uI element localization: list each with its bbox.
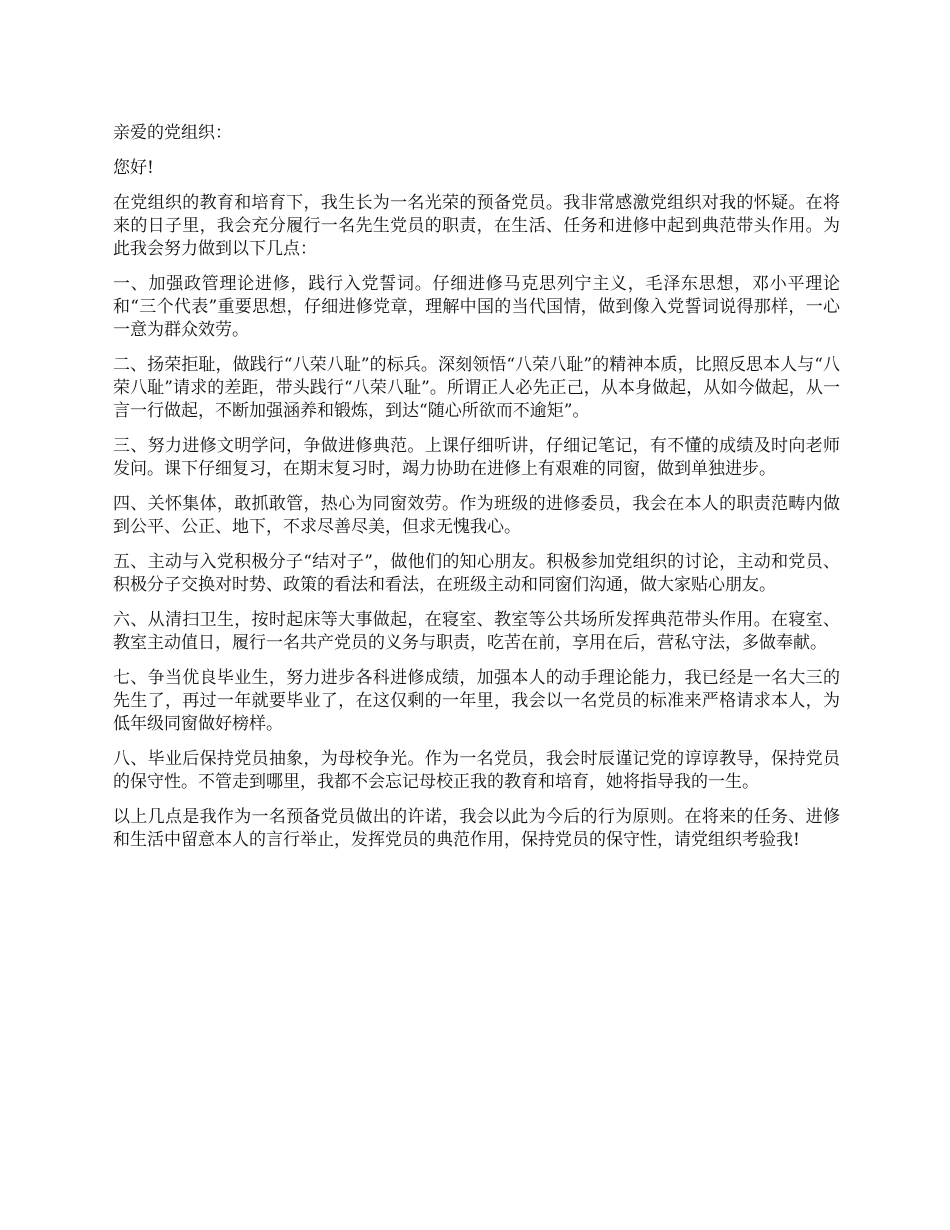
closing-paragraph: 以上几点是我作为一名预备党员做出的许诺，我会以此为今后的行为原则。在将来的任务、进修和生活中留意本人的言行举止，发挥党员的典范作用，保持党员的保守性，请党组织考验我!	[113, 807, 840, 850]
point-3-paragraph: 三、努力进修文明学问，争做进修典范。上课仔细听讲，仔细记笔记，有不懂的成绩及时向老师发问。课下仔细复习，在期末复习时，竭力协助在进修上有艰难的同窗，做到单独进步。	[113, 436, 840, 479]
letter-body	[113, 122, 840, 864]
intro-paragraph: 在党组织的教育和培育下，我生长为一名光荣的预备党员。我非常感激党组织对我的怀疑。在将来的日子里，我会充分履行一名先生党员的职责，在生活、任务和进修中起到典范带头作用。为此我会努力做到以下几点：	[113, 193, 840, 259]
point-1-paragraph: 一、加强政管理论进修，践行入党誓词。仔细进修马克思列宁主义，毛泽东思想，邓小平理论和“三个代表”重要思想，仔细进修党章，理解中国的当代国情，做到像入党誓词说得那样，一心一意为群众效劳。	[113, 274, 840, 340]
point-8-paragraph: 八、毕业后保持党员抽象，为母校争光。作为一名党员，我会时辰谨记党的谆谆教导，保持党员的保守性。不管走到哪里，我都不会忘记母校正我的教育和培育，她将指导我的一生。	[113, 749, 840, 792]
salutation: 亲爱的党组织：	[113, 123, 232, 143]
point-4-paragraph: 四、关怀集体，敢抓敢管，热心为同窗效劳。作为班级的进修委员，我会在本人的职责范畴内做到公平、公正、地下，不求尽善尽美，但求无愧我心。	[113, 494, 840, 537]
greeting: 您好!	[113, 158, 154, 178]
point-7-paragraph: 七、争当优良毕业生，努力进步各科进修成绩，加强本人的动手理论能力，我已经是一名大三的先生了，再过一年就要毕业了，在这仅剩的一年里，我会以一名党员的标准来严格请求本人，为低年级同窗做好榜样。	[113, 668, 840, 734]
point-5-paragraph: 五、主动与入党积极分子“结对子”，做他们的知心朋友。积极参加党组织的讨论，主动和党员、积极分子交换对时势、政策的看法和看法，在班级主动和同窗们沟通，做大家贴心朋友。	[113, 552, 840, 595]
point-2-paragraph: 二、扬荣拒耻，做践行“八荣八耻”的标兵。深刻领悟“八荣八耻”的精神本质，比照反思本人与“八荣八耻”请求的差距，带头践行“八荣八耻”。所谓正人必先正己，从本身做起，从如今做起，从一言一行做起，不断加强涵养和锻炼，到达“随心所欲而不逾矩”。	[113, 355, 840, 421]
point-6-paragraph: 六、从清扫卫生，按时起床等大事做起，在寝室、教室等公共场所发挥典范带头作用。在寝室、教室主动值日，履行一名共产党员的义务与职责，吃苦在前，享用在后，营私守法，多做奉献。	[113, 610, 840, 653]
